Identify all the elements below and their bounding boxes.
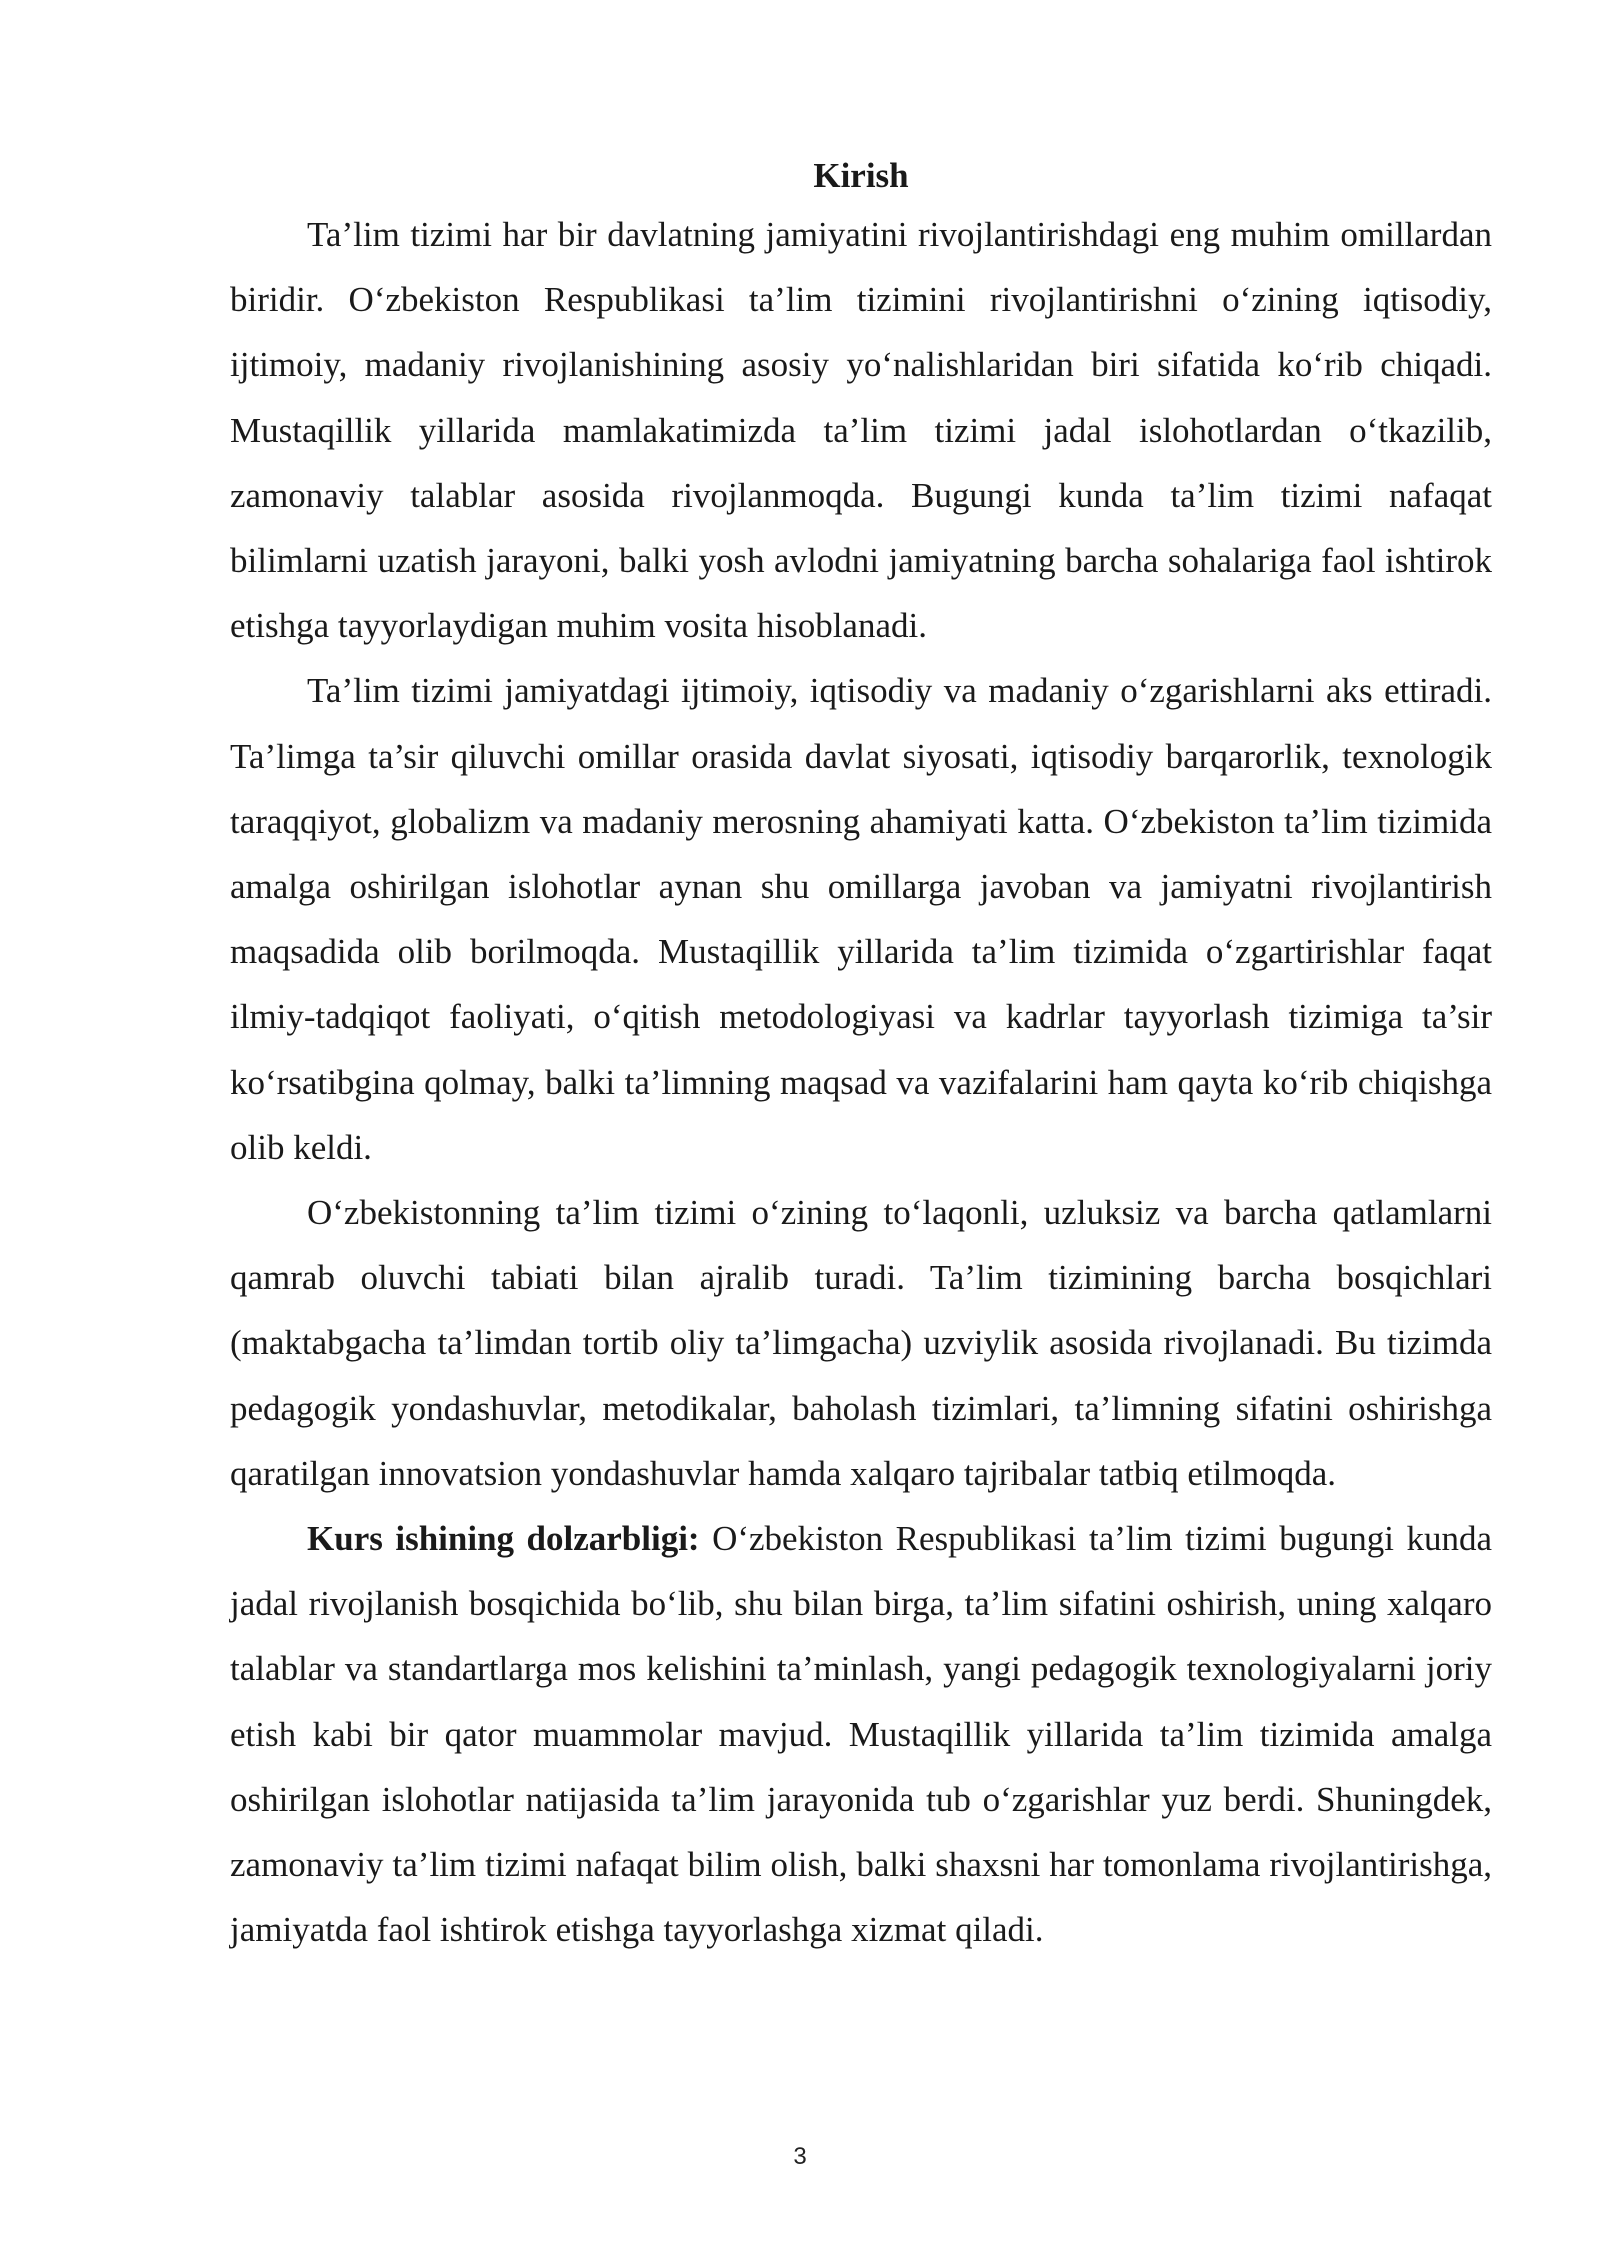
paragraph-text: Ta’lim tizimi jamiyatdagi ijtimoiy, iqtisodiy va madaniy o‘zgarishlarni aks ettiradi. Ta’limga ta’sir qiluvchi omillar orasida davlat siyosati, iqtisodiy barqarorlik, texnologik taraqqiyot, globalizm va madaniy merosning ahamiyati katta. O‘zbekiston ta’lim tizimida amalga oshirilgan islohotlar aynan shu omillarga javoban va jamiyatni rivojlantirish maqsadida olib borilmoqda. Mustaqillik yillarida ta’lim tizimida o‘zgartirishlar faqat ilmiy-tadqiqot faoliyati, o‘qitish metodologiyasi va kadrlar tayyorlash tizimiga ta’sir ko‘rsatibgina qolmay, balki ta’limning maqsad va vazifalarini ham qayta ko‘rib chiqishga olib keldi. (230, 671, 1492, 1167)
paragraph-text: Ta’lim tizimi har bir davlatning jamiyatini rivojlantirishdagi eng muhim omillardan biridir. O‘zbekiston Respublikasi ta’lim tizimini rivojlantirishni o‘zining iqtisodiy, ijtimoiy, madaniy rivojlanishining asosiy yo‘nalishlaridan biri sifatida ko‘rib chiqadi. Mustaqillik yillarida mamlakatimizda ta’lim tizimi jadal islohotlardan o‘tkazilib, zamonaviy talablar asosida rivojlanmoqda. Bugungi kunda ta’lim tizimi nafaqat bilimlarni uzatish jarayoni, balki yosh avlodni jamiyatning barcha sohalariga faol ishtirok etishga tayyorlaydigan muhim vosita hisoblanadi. (230, 215, 1492, 646)
paragraph-1 (230, 202, 1492, 658)
paragraph-4 (230, 1506, 1492, 1962)
page-body (230, 150, 1492, 1962)
page-number: 3 (793, 2143, 807, 2170)
paragraph-2 (230, 658, 1492, 1180)
section-heading: Kirish (813, 156, 909, 195)
paragraph-lead: Kurs ishining dolzarbligi: (307, 1519, 700, 1559)
paragraph-text: O‘zbekiston Respublikasi ta’lim tizimi bugungi kunda jadal rivojlanish bosqichida bo‘lib, shu bilan birga, ta’lim sifatini oshirish, uning xalqaro talablar va standartlarga mos kelishini ta’minlash, yangi pedagogik texnologiyalarni joriy etish kabi bir qator muammolar mavjud. Mustaqillik yillarida ta’lim tizimida amalga oshirilgan islohotlar natijasida ta’lim jarayonida tub o‘zgarishlar yuz berdi. Shuningdek, zamonaviy ta’lim tizimi nafaqat bilim olish, balki shaxsni har tomonlama rivojlantirishga, jamiyatda faol ishtirok etishga tayyorlashga xizmat qiladi. (230, 1519, 1492, 1950)
paragraph-3 (230, 1180, 1492, 1506)
paragraph-text: O‘zbekistonning ta’lim tizimi o‘zining to‘laqonli, uzluksiz va barcha qatlamlarni qamrab oluvchi tabiati bilan ajralib turadi. Ta’lim tizimining barcha bosqichlari (maktabgacha ta’limdan tortib oliy ta’limgacha) uzviylik asosida rivojlanadi. Bu tizimda pedagogik yondashuvlar, metodikalar, baholash tizimlari, ta’limning sifatini oshirishga qaratilgan innovatsion yondashuvlar hamda xalqaro tajribalar tatbiq etilmoqda. (230, 1193, 1492, 1493)
